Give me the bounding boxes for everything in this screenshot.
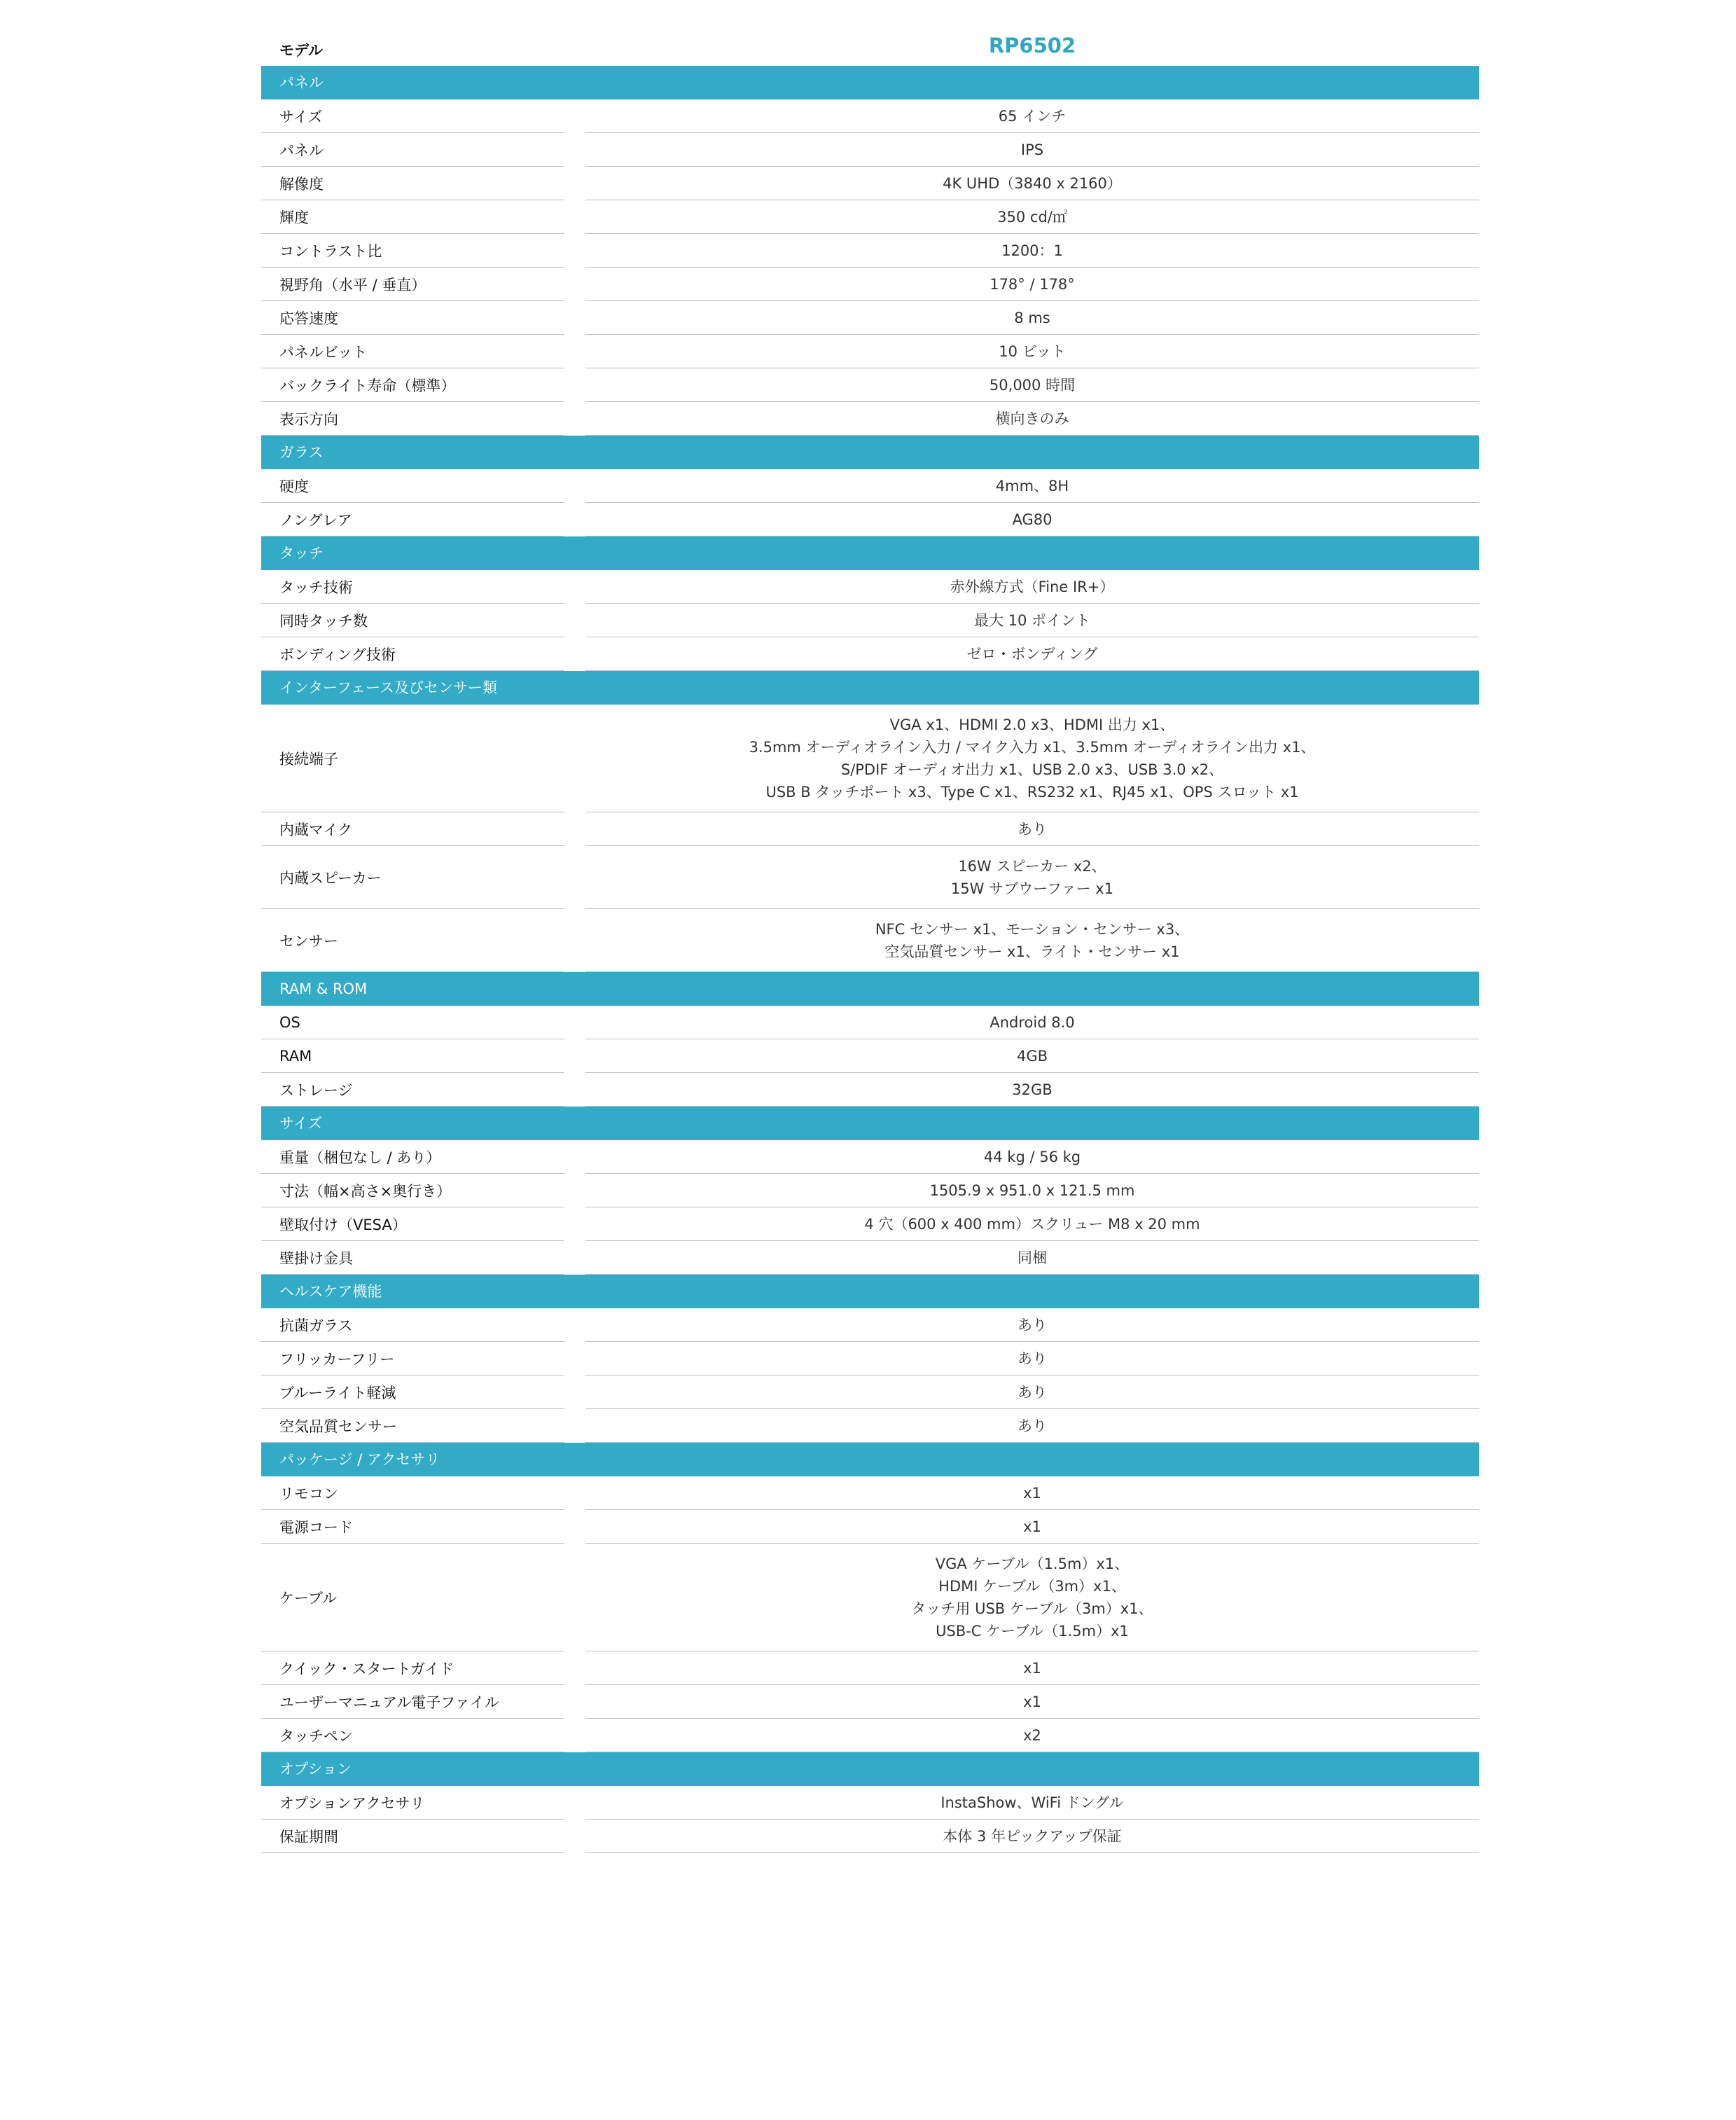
spec-label: タッチ技術 (261, 570, 564, 604)
spec-value: x1 (585, 1685, 1479, 1719)
spec-value: 32GB (585, 1073, 1479, 1107)
spec-label: RAM (261, 1039, 564, 1073)
section-header-interface: インターフェース及びセンサー類 (261, 671, 1479, 705)
spec-label: 接続端子 (261, 705, 564, 812)
spec-row (261, 604, 1479, 637)
spec-label: 電源コード (261, 1510, 564, 1544)
spec-row (261, 1376, 1479, 1409)
spec-label: 視野角（水平 / 垂直） (261, 268, 564, 301)
spec-label: 表示方向 (261, 402, 564, 436)
spec-label: ノングレア (261, 503, 564, 536)
spec-row (261, 1174, 1479, 1207)
spec-value: ゼロ・ボンディング (585, 637, 1479, 671)
spec-value: 350 cd/㎡ (585, 200, 1479, 234)
spec-label: ケーブル (261, 1544, 564, 1651)
spec-value: あり (585, 812, 1479, 846)
spec-row (261, 503, 1479, 536)
spec-row (261, 99, 1479, 133)
spec-value: あり (585, 1342, 1479, 1376)
spec-value: VGA ケーブル（1.5m）x1、 HDMI ケーブル（3m）x1、 タッチ用 USB ケーブル（3m）x1、 USB-C ケーブル（1.5m）x1 (585, 1544, 1479, 1651)
spec-label: 硬度 (261, 469, 564, 503)
spec-row (261, 1241, 1479, 1275)
spec-value: 8 ms (585, 301, 1479, 335)
spec-row (261, 846, 1479, 909)
spec-value: 50,000 時間 (585, 368, 1479, 402)
spec-label: 内蔵マイク (261, 812, 564, 846)
spec-label: オプションアクセサリ (261, 1786, 564, 1820)
spec-row (261, 469, 1479, 503)
spec-row (261, 402, 1479, 436)
spec-label: 応答速度 (261, 301, 564, 335)
spec-label: リモコン (261, 1476, 564, 1510)
spec-row (261, 1039, 1479, 1073)
spec-value: 44 kg / 56 kg (585, 1140, 1479, 1174)
spec-row (261, 1073, 1479, 1107)
spec-table (261, 32, 1479, 1853)
spec-value: 横向きのみ (585, 402, 1479, 436)
spec-value: あり (585, 1308, 1479, 1342)
spec-label: タッチペン (261, 1719, 564, 1752)
spec-value: 最大 10 ポイント (585, 604, 1479, 637)
spec-label: OS (261, 1006, 564, 1039)
spec-label: センサー (261, 909, 564, 972)
spec-row (261, 705, 1479, 812)
spec-value: x1 (585, 1651, 1479, 1685)
spec-row (261, 1207, 1479, 1241)
spec-label: クイック・スタートガイド (261, 1651, 564, 1685)
spec-row (261, 268, 1479, 301)
spec-value: 16W スピーカー x2、 15W サブウーファー x1 (585, 846, 1479, 909)
section-header-glass: ガラス (261, 436, 1479, 469)
spec-row (261, 637, 1479, 671)
spec-row (261, 234, 1479, 268)
spec-label: 輝度 (261, 200, 564, 234)
spec-row (261, 1308, 1479, 1342)
spec-label: 抗菌ガラス (261, 1308, 564, 1342)
section-header-healthcare: ヘルスケア機能 (261, 1275, 1479, 1308)
section-header-package: パッケージ / アクセサリ (261, 1443, 1479, 1476)
model-label: モデル (279, 42, 323, 59)
spec-value: 4mm、8H (585, 469, 1479, 503)
spec-value: NFC センサー x1、モーション・センサー x3、 空気品質センサー x1、ライト・センサー x1 (585, 909, 1479, 972)
spec-row (261, 133, 1479, 167)
spec-row (261, 570, 1479, 604)
spec-label: サイズ (261, 99, 564, 133)
spec-row (261, 368, 1479, 402)
spec-label: 同時タッチ数 (261, 604, 564, 637)
spec-label: 解像度 (261, 167, 564, 200)
spec-row (261, 167, 1479, 200)
spec-row (261, 1476, 1479, 1510)
model-row (261, 32, 1479, 66)
spec-label: ストレージ (261, 1073, 564, 1107)
spec-value: x1 (585, 1476, 1479, 1510)
spec-value: 10 ビット (585, 335, 1479, 368)
spec-label: ボンディング技術 (261, 637, 564, 671)
spec-value: 178° / 178° (585, 268, 1479, 301)
spec-label: 空気品質センサー (261, 1409, 564, 1443)
spec-row (261, 1544, 1479, 1651)
spec-value: AG80 (585, 503, 1479, 536)
spec-row (261, 1006, 1479, 1039)
spec-row (261, 1140, 1479, 1174)
spec-value: IPS (585, 133, 1479, 167)
spec-value: 本体 3 年ピックアップ保証 (585, 1820, 1479, 1853)
spec-row (261, 301, 1479, 335)
spec-row (261, 1510, 1479, 1544)
section-header-size: サイズ (261, 1107, 1479, 1140)
spec-row (261, 909, 1479, 972)
spec-row (261, 812, 1479, 846)
spec-label: パネルビット (261, 335, 564, 368)
spec-row (261, 1786, 1479, 1820)
section-header-options: オプション (261, 1752, 1479, 1786)
spec-label: 壁取付け（VESA） (261, 1207, 564, 1241)
spec-value: InstaShow、WiFi ドングル (585, 1786, 1479, 1820)
section-header-touch: タッチ (261, 536, 1479, 570)
spec-row (261, 1342, 1479, 1376)
spec-label: ブルーライト軽減 (261, 1376, 564, 1409)
spec-row (261, 1685, 1479, 1719)
spec-value: 4 穴（600 x 400 mm）スクリュー M8 x 20 mm (585, 1207, 1479, 1241)
spec-value: VGA x1、HDMI 2.0 x3、HDMI 出力 x1、 3.5mm オーディオライン入力 / マイク入力 x1、3.5mm オーディオライン出力 x1、 S/PDIF オーディオ出力 x1、USB 2.0 x3、USB 3.0 x2、 USB B タッチポート x3、Type C x1、RS232 x1、RJ45 x1、OPS スロット x1 (585, 705, 1479, 812)
spec-label: 重量（梱包なし / あり） (261, 1140, 564, 1174)
spec-value: あり (585, 1409, 1479, 1443)
spec-label: 寸法（幅×高さ×奥行き） (261, 1174, 564, 1207)
spec-label: 内蔵スピーカー (261, 846, 564, 909)
spec-row (261, 1409, 1479, 1443)
spec-label: 壁掛け金具 (261, 1241, 564, 1275)
spec-value: 65 インチ (585, 99, 1479, 133)
section-header-ram-rom: RAM & ROM (261, 972, 1479, 1006)
spec-label: コントラスト比 (261, 234, 564, 268)
spec-label: ユーザーマニュアル電子ファイル (261, 1685, 564, 1719)
spec-row (261, 1820, 1479, 1853)
spec-row (261, 200, 1479, 234)
spec-value: あり (585, 1376, 1479, 1409)
spec-value: 4GB (585, 1039, 1479, 1073)
spec-value: x1 (585, 1510, 1479, 1544)
spec-value: 同梱 (585, 1241, 1479, 1275)
spec-label: 保証期間 (261, 1820, 564, 1853)
spec-value: 赤外線方式（Fine IR+） (585, 570, 1479, 604)
spec-value: Android 8.0 (585, 1006, 1479, 1039)
spec-value: 1505.9 x 951.0 x 121.5 mm (585, 1174, 1479, 1207)
spec-label: バックライト寿命（標準） (261, 368, 564, 402)
spec-value: 4K UHD（3840 x 2160） (585, 167, 1479, 200)
spec-row (261, 1719, 1479, 1752)
spec-row (261, 1651, 1479, 1685)
spec-value: 1200：1 (585, 234, 1479, 268)
spec-row (261, 335, 1479, 368)
spec-label: フリッカーフリー (261, 1342, 564, 1376)
section-header-panel: パネル (261, 66, 1479, 99)
spec-value: x2 (585, 1719, 1479, 1752)
spec-label: パネル (261, 133, 564, 167)
model-name: RP6502 (988, 34, 1076, 57)
